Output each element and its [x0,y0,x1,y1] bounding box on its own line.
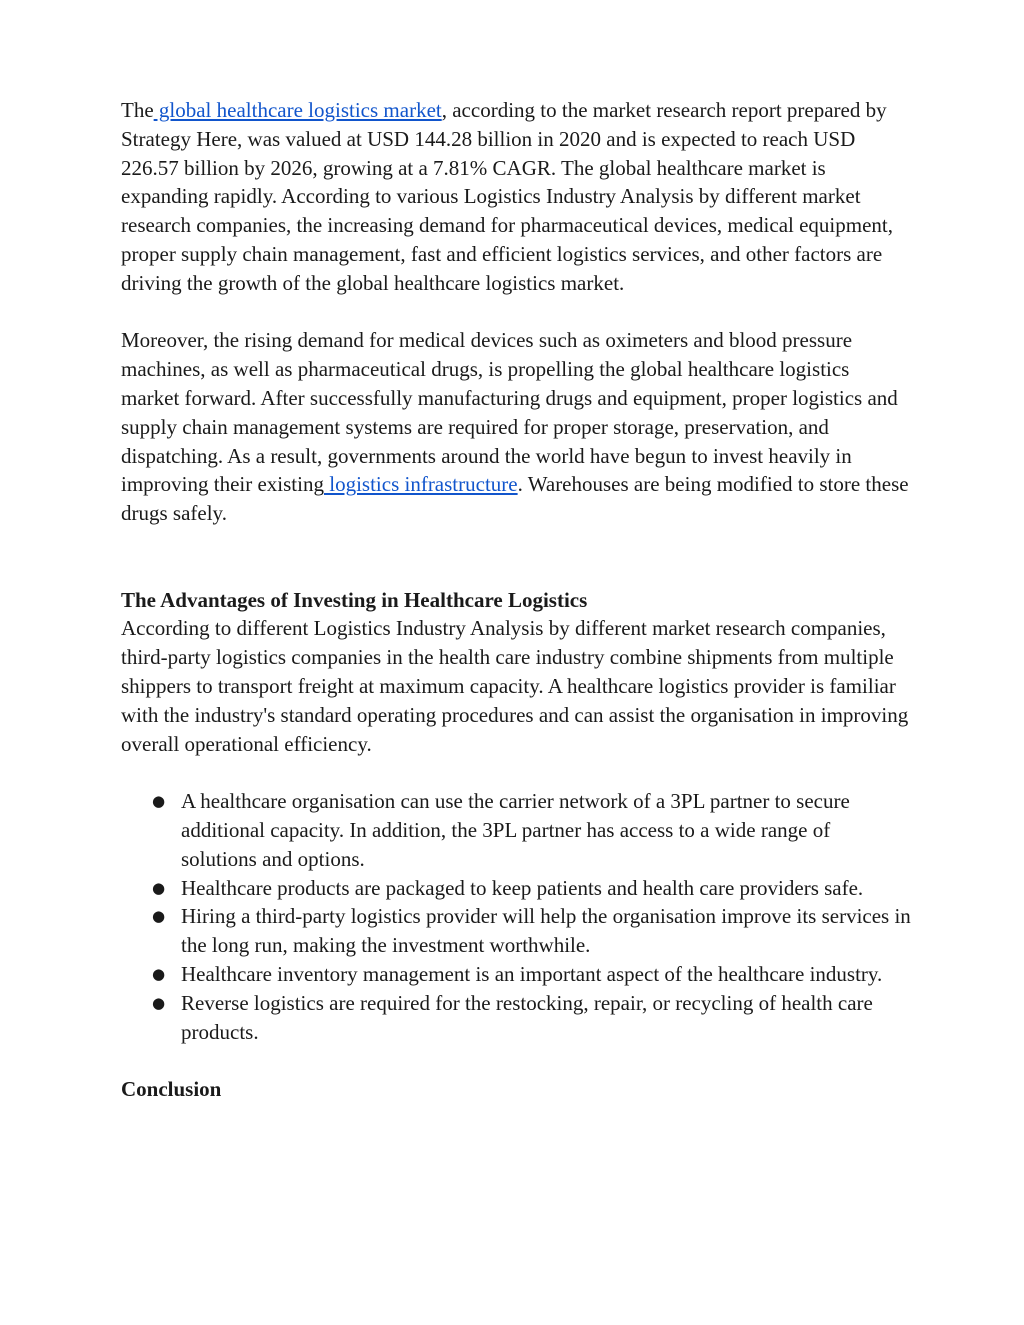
global-healthcare-logistics-market-link[interactable]: global healthcare logistics market [153,98,442,122]
conclusion-heading: Conclusion [121,1077,222,1102]
section-spacer [121,528,911,586]
list-item [121,874,911,903]
advantages-paragraph: According to different Logistics Industry Analysis by different market research companies, third-party logistics companies in the health care industry combine shipments from multiple shippers to transport freight at maximum capacity. A healthcare logistics provider is familiar with the industry's standard operating procedures and can assist the organisation in improving overall operational efficiency. [121,616,909,756]
list-item-text: Healthcare products are packaged to keep patients and health care providers safe. [181,875,864,900]
list-item-text: Healthcare inventory management is an important aspect of the healthcare industry. [181,961,883,986]
advantages-bullet-list [121,787,911,1046]
bullet-icon: ● [152,993,166,1012]
intro-p1-text-start: The [121,98,154,122]
intro-p2-text-end: . Warehouses are being modified to store these drugs safely. [121,472,909,526]
advantages-heading: The Advantages of Investing in Healthcare Logistics [121,587,588,612]
list-item [121,787,911,873]
list-item-text: Reverse logistics are required for the restocking, repair, or recycling of health care products. [181,990,873,1044]
list-item [121,960,911,989]
bullet-icon: ● [152,907,166,926]
intro-p2-text-start: Moreover, the rising demand for medical devices such as oximeters and blood pressure machines, as well as pharmaceutical drugs, is propelling the global healthcare logistics market forward. After successfully manufacturing drugs and equipment, proper logistics and supply chain management systems are required for proper storage, preservation, and dispatching. As a result, governments around the world have begun to invest heavily in improving their existing [121,328,898,497]
intro-p1-text-end: , according to the market research report prepared by Strategy Here, was valued at USD 144.28 billion in 2020 and is expected to reach USD 226.57 billion by 2026, growing at a 7.81% CAGR. The global healthcare market is expanding rapidly. According to various Logistics Industry Analysis by different market research companies, the increasing demand for pharmaceutical devices, medical equipment, proper supply chain management, fast and efficient logistics services, and other factors are driving the growth of the global healthcare logistics market. [121,98,893,295]
bullet-icon: ● [152,792,166,811]
intro-paragraph-1 [121,96,911,298]
list-item-text: A healthcare organisation can use the carrier network of a 3PL partner to secure additional capacity. In addition, the 3PL partner has access to a wide range of solutions and options. [181,789,850,871]
intro-paragraph-2 [121,326,911,528]
bullet-icon: ● [152,964,166,983]
bullet-icon: ● [152,878,166,897]
list-item [121,989,911,1047]
logistics-infrastructure-link[interactable]: logistics infrastructure [323,472,518,497]
document-page [121,96,911,1104]
list-item-text: Hiring a third-party logistics provider will help the organisation improve its services in the long run, making the investment worthwhile. [181,904,911,958]
list-item [121,902,911,960]
